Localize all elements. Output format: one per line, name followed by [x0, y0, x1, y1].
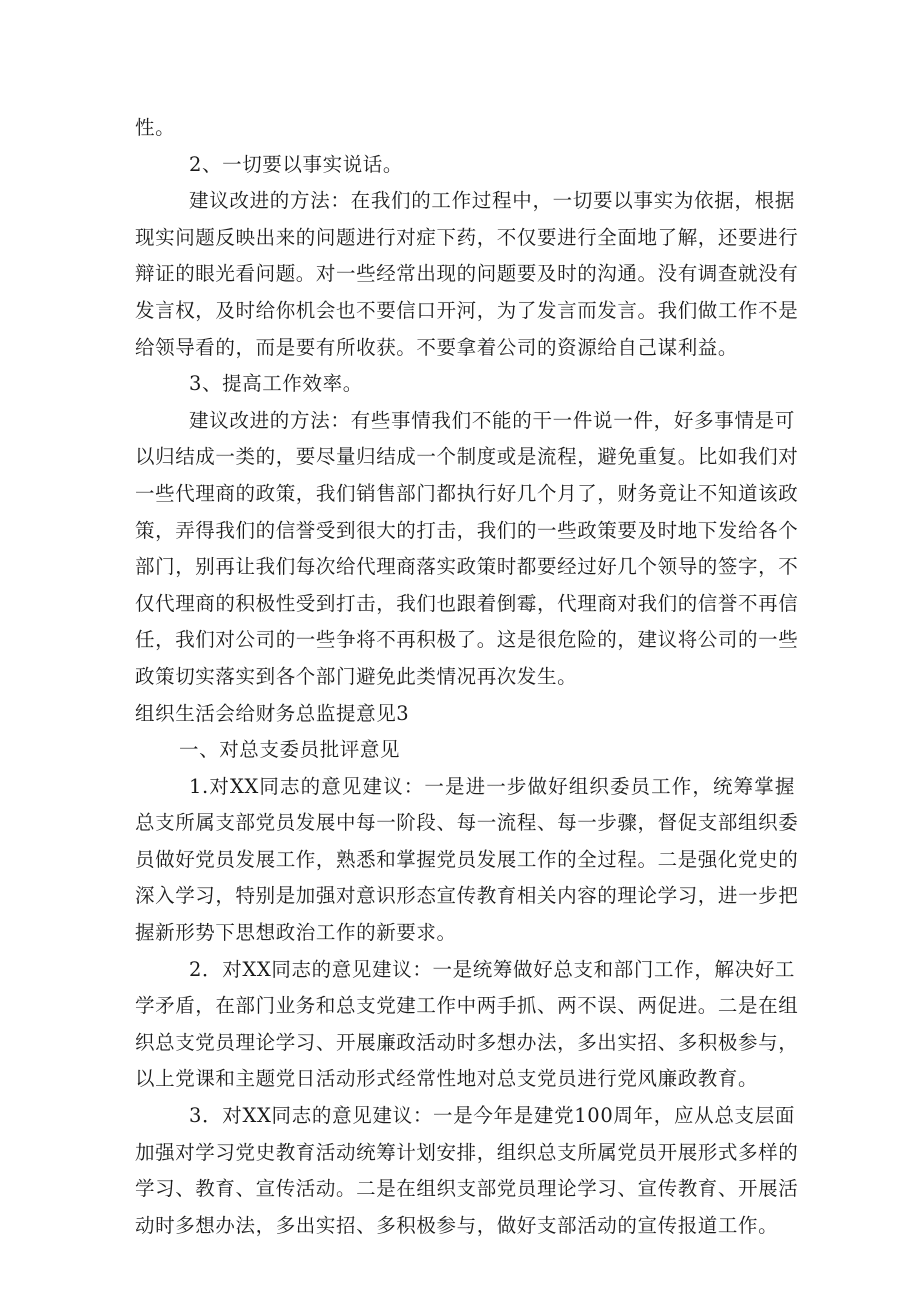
text-line: 织总支党员理论学习、开展廉政活动时多想办法，多出实招、多积极参与， [135, 1030, 799, 1054]
text-line: 员做好党员发展工作，熟悉和掌握党员发展工作的全过程。二是强化党史的 [135, 847, 799, 871]
text-line: 2．对XX同志的意见建议：一是统筹做好总支和部门工作，解决好工 [189, 957, 795, 981]
text-line: 总支所属支部党员发展中每一阶段、每一流程、每一步骤，督促支部组织委 [135, 811, 799, 835]
text-line: 现实问题反映出来的问题进行对症下药，不仅要进行全面地了解，还要进行 [135, 225, 799, 249]
paragraph-suggestion-3 [135, 403, 799, 696]
text-line: 动时多想办法，多出实招、多积极参与，做好支部活动的宣传报道工作。 [135, 1213, 779, 1237]
opinion-item-2 [135, 952, 799, 1098]
paragraph-fragment [135, 110, 795, 147]
text-line: 学习、教育、宣传活动。二是在组织支部党员理论学习、宣传教育、开展活 [135, 1177, 799, 1201]
section-title: 组织生活会给财务总监提意见3 [135, 701, 410, 725]
text-line: 深入学习，特别是加强对意识形态宣传教育相关内容的理论学习，进一步把 [135, 884, 799, 908]
text-line: 建议改进的方法：有些事情我们不能的干一件说一件，好多事情是可 [189, 408, 795, 432]
text-line: 3、提高工作效率。 [189, 372, 363, 396]
text-line: 辩证的眼光看问题。对一些经常出现的问题要及时的沟通。没有调查就没有 [135, 262, 799, 286]
text-line: 一些代理商的政策，我们销售部门都执行好几个月了，财务竟让不知道该政 [135, 481, 799, 505]
text-line: 任，我们对公司的一些争将不再积极了。这是很危险的，建议将公司的一些 [135, 628, 799, 652]
document-page [135, 110, 799, 1244]
subsection-heading: 一、对总支委员批评意见 [179, 738, 401, 762]
text-line: 握新形势下思想政治工作的新要求。 [135, 921, 457, 945]
paragraph-suggestion-2 [135, 183, 799, 366]
text-line: 部门，别再让我们每次给代理商落实政策时都要经过好几个领导的签字，不 [135, 555, 799, 579]
text-line: 政策切实落实到各个部门避免此类情况再次发生。 [135, 664, 578, 688]
text-line: 3．对XX同志的意见建议：一是今年是建党100周年，应从总支层面 [189, 1104, 795, 1128]
text-line: 性。 [135, 116, 176, 139]
text-line: 仅代理商的积极性受到打击，我们也跟着倒霉，代理商对我们的信誉不再信 [135, 591, 799, 615]
opinion-item-1 [135, 769, 799, 952]
text-line: 策，弄得我们的信誉受到很大的打击，我们的一些政策要及时地下发给各个 [135, 518, 799, 542]
point-heading-2 [135, 147, 795, 184]
text-line: 建议改进的方法：在我们的工作过程中，一切要以事实为依据，根据 [189, 189, 795, 213]
point-heading-3 [135, 366, 795, 403]
text-line: 2、一切要以事实说话。 [189, 152, 404, 176]
text-line: 给领导看的，而是要有所收获。不要拿着公司的资源给自己谋利益。 [135, 335, 739, 359]
text-line: 发言权，及时给你机会也不要信口开河，为了发言而发言。我们做工作不是 [135, 298, 799, 322]
text-line: 1.对XX同志的意见建议：一是进一步做好组织委员工作，统筹掌握 [189, 774, 795, 798]
text-line: 学矛盾，在部门业务和总支党建工作中两手抓、两不误、两促进。二是在组 [135, 994, 799, 1018]
opinion-item-3 [135, 1098, 799, 1244]
text-line: 以上党课和主题党日活动形式经常性地对总支党员进行党风廉政教育。 [135, 1067, 759, 1091]
text-line: 以归结成一类的，要尽量归结成一个制度或是流程，避免重复。比如我们对 [135, 445, 799, 469]
text-line: 加强对学习党史教育活动统筹计划安排，组织总支所属党员开展形式多样的 [135, 1140, 799, 1164]
